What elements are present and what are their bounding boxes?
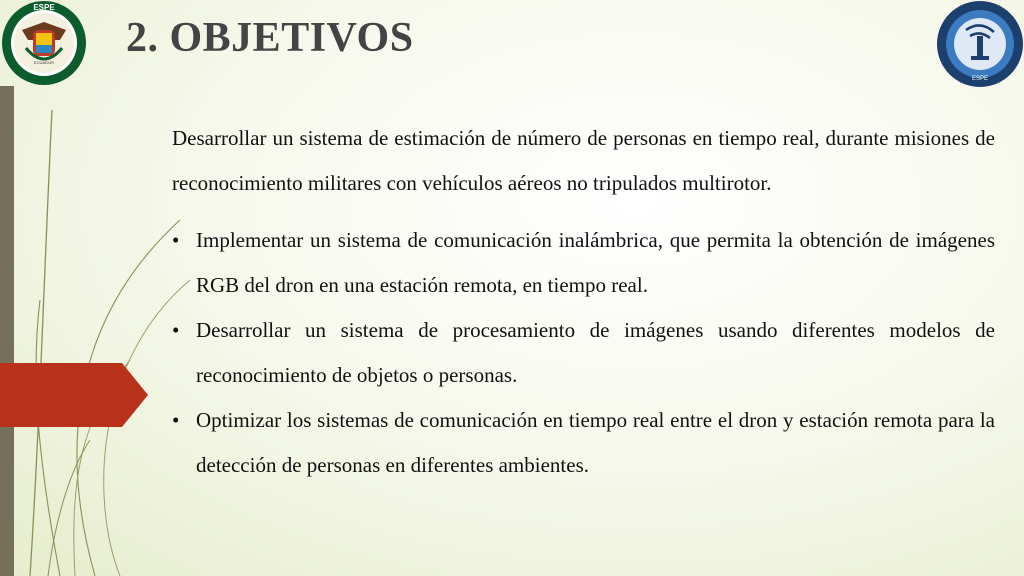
list-item bbox=[172, 398, 995, 488]
list-item bbox=[172, 218, 995, 308]
logo-bottom-text: ESPE bbox=[971, 76, 989, 82]
red-arrow-shape bbox=[0, 363, 148, 427]
list-item-text: Optimizar los sistemas de comunicación en tiempo real entre el dron y estación remota para la detección de personas en diferentes ambientes. bbox=[196, 408, 995, 477]
bullet-symbol: • bbox=[172, 408, 180, 432]
content-area bbox=[172, 116, 995, 488]
main-objective-paragraph: Desarrollar un sistema de estimación de número de personas en tiempo real, durante misiones de reconocimiento militares con vehículos aéreos no tripulados multirotor. bbox=[172, 126, 995, 195]
slide-title: 2. OBJETIVOS bbox=[126, 15, 414, 61]
logo-top-text: ESPE bbox=[33, 3, 55, 12]
specific-objectives-list bbox=[172, 218, 995, 488]
list-item-text: Implementar un sistema de comunicación inalámbrica, que permita la obtención de imágenes RGB del dron en una estación remota, en tiempo real. bbox=[196, 228, 995, 297]
list-item-text: Desarrollar un sistema de procesamiento de imágenes usando diferentes modelos de reconocimiento de objetos o personas. bbox=[196, 318, 995, 387]
bullet-symbol: • bbox=[172, 318, 180, 342]
electronics-telecom-logo bbox=[936, 0, 1024, 88]
decorative-curves bbox=[0, 0, 200, 576]
left-side-bar bbox=[0, 86, 14, 576]
logo-inner-text: ECUADOR bbox=[33, 60, 55, 65]
bullet-symbol: • bbox=[172, 228, 180, 252]
espe-university-logo bbox=[0, 0, 88, 86]
list-item bbox=[172, 308, 995, 398]
